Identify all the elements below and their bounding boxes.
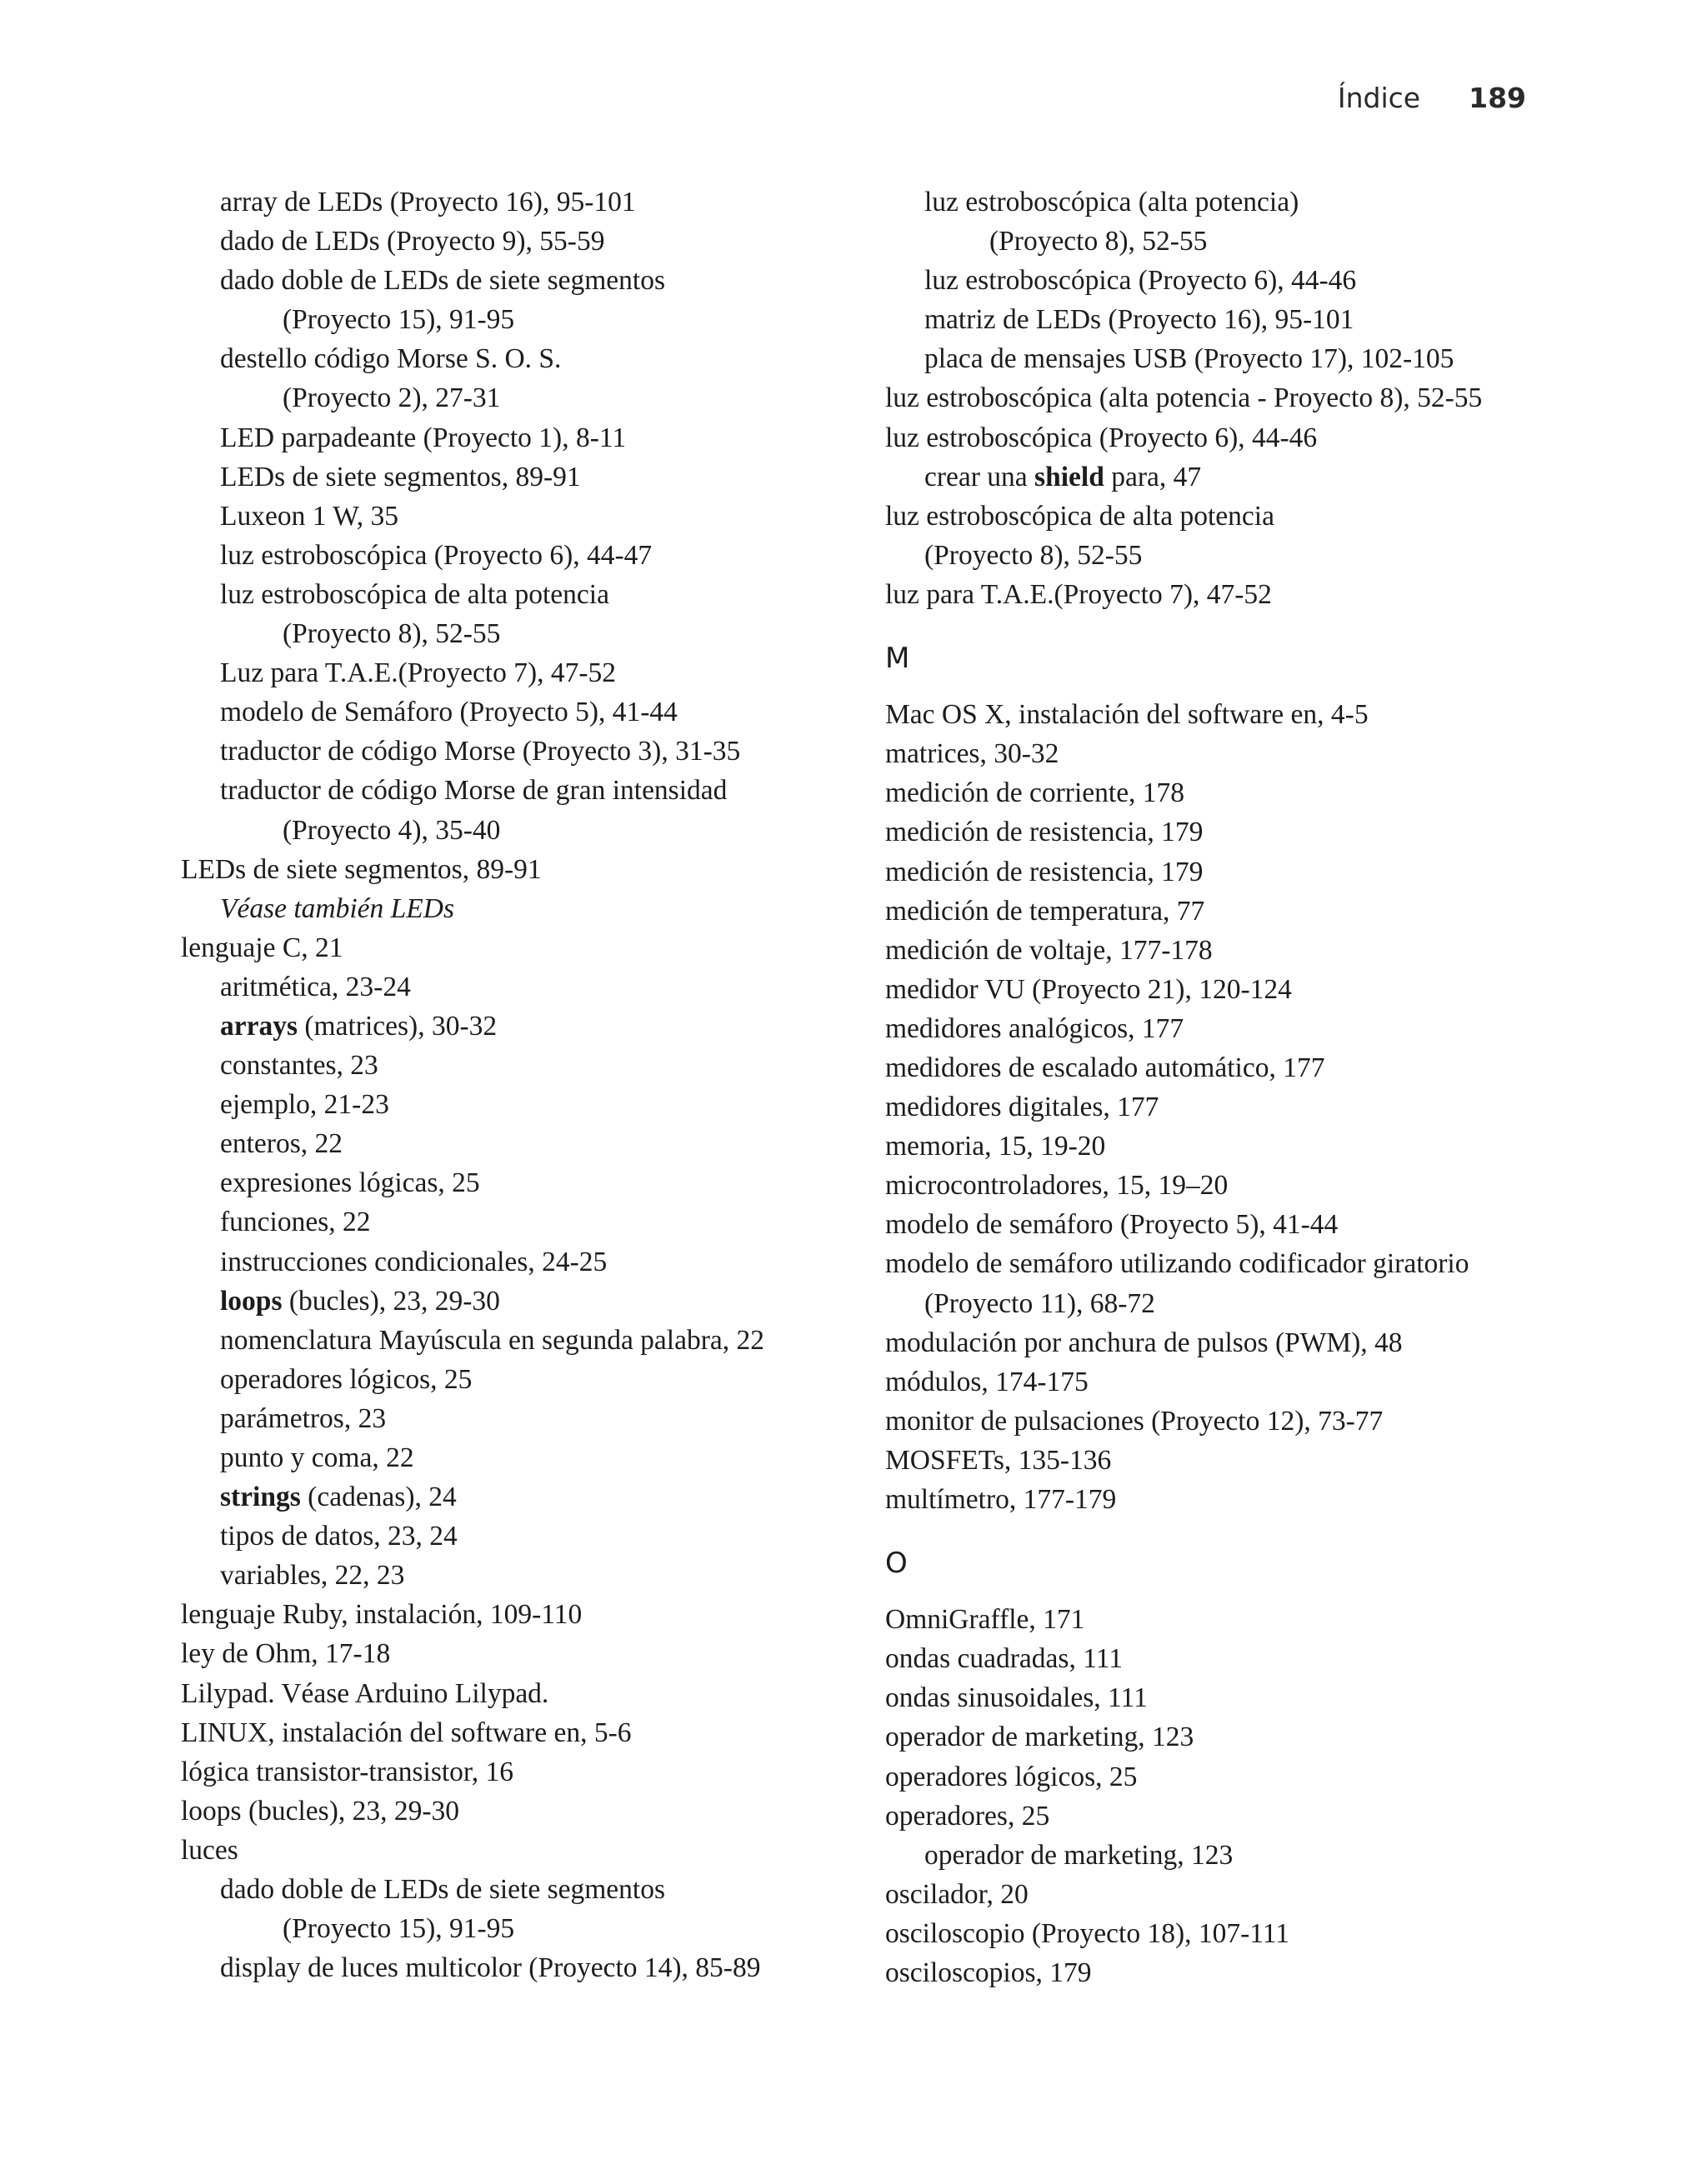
entry-text: expresiones lógicas, 25 [220, 1167, 480, 1199]
index-subentry [181, 536, 864, 575]
entry-text: ley de Ohm, 17-18 [181, 1638, 391, 1670]
index-subentry [181, 771, 864, 810]
entry-text: (cadenas), 24 [300, 1482, 457, 1513]
entry-text: microcontroladores, 15, 19–20 [885, 1170, 1229, 1202]
index-subentry [181, 1282, 864, 1321]
entry-text: luz estroboscópica (Proyecto 6), 44-46 [885, 422, 1318, 453]
entry-text: luces [181, 1834, 238, 1866]
index-entry [181, 928, 864, 967]
index-entry [181, 1634, 864, 1673]
entry-text: variables, 22, 23 [220, 1560, 405, 1592]
entry-text: multímetro, 177-179 [885, 1484, 1117, 1515]
entry-text: operador de marketing, 123 [924, 1839, 1234, 1871]
index-entry [885, 1480, 1544, 1519]
index-entry [885, 1048, 1544, 1087]
index-entry [885, 1953, 1544, 1992]
entry-text: parámetros, 23 [220, 1402, 387, 1434]
index-subentry [885, 1836, 1544, 1875]
entry-text: operadores lógicos, 25 [220, 1363, 473, 1395]
cross-reference: Véase también LEDs [220, 892, 454, 924]
index-subentry [181, 182, 864, 222]
entry-text: módulos, 174-175 [885, 1366, 1089, 1397]
bold-term: shield [1034, 461, 1104, 492]
entry-text: monitor de pulsaciones (Proyecto 12), 73-77 [885, 1405, 1384, 1437]
index-entry [181, 1674, 864, 1713]
index-subentry [885, 1284, 1544, 1323]
index-subentry [885, 261, 1544, 300]
entry-text: osciloscopios, 179 [885, 1957, 1092, 1989]
index-entry [885, 1166, 1544, 1205]
entry-text: luz para T.A.E.(Proyecto 7), 47-52 [885, 578, 1272, 610]
index-entry [885, 1757, 1544, 1797]
index-subentry [181, 300, 864, 339]
index-subentry [181, 653, 864, 692]
entry-text: nomenclatura Mayúscula en segunda palabra, 22 [220, 1324, 765, 1356]
index-subentry [181, 1477, 864, 1517]
index-entry [181, 1713, 864, 1752]
index-subentry [181, 1870, 864, 1909]
index-subentry [181, 418, 864, 457]
entry-text: memoria, 15, 19-20 [885, 1131, 1106, 1162]
entry-text: aritmética, 23-24 [220, 971, 411, 1002]
entry-text: LINUX, instalación del software en, 5-6 [181, 1717, 632, 1748]
index-entry [181, 1752, 864, 1792]
index-subentry [181, 457, 864, 497]
entry-text: dado doble de LEDs de siete segmentos [220, 1874, 666, 1906]
entry-text: operadores, 25 [885, 1800, 1050, 1832]
entry-text: enteros, 22 [220, 1128, 343, 1160]
section-gap [885, 1519, 1544, 1544]
entry-text: medidores digitales, 177 [885, 1092, 1159, 1123]
entry-text: traductor de código Morse de gran intensidad [220, 775, 728, 807]
index-subentry [181, 1517, 864, 1556]
index-entry [885, 1717, 1544, 1757]
index-entry [181, 1831, 864, 1870]
index-subentry [181, 1242, 864, 1282]
entry-text: (Proyecto 11), 68-72 [924, 1287, 1155, 1319]
entry-text: placa de mensajes USB (Proyecto 17), 102-105 [924, 343, 1454, 375]
index-entry [885, 1678, 1544, 1717]
entry-text: crear una [924, 461, 1035, 492]
entry-text: medición de corriente, 178 [885, 777, 1185, 809]
bold-term: loops [220, 1285, 283, 1317]
entry-text: LEDs de siete segmentos, 89-91 [220, 461, 581, 492]
index-subentry [181, 1085, 864, 1124]
index-letter-heading: M [885, 642, 910, 676]
index-entry [885, 1009, 1544, 1048]
entry-text: medidores de escalado automático, 177 [885, 1052, 1325, 1083]
index-entry [885, 812, 1544, 852]
entry-text: (Proyecto 8), 52-55 [924, 539, 1143, 571]
entry-text: dado de LEDs (Proyecto 9), 55-59 [220, 226, 605, 257]
entry-text: Lilypad. Véase Arduino Lilypad. [181, 1677, 549, 1709]
entry-text: (Proyecto 2), 27-31 [283, 382, 501, 414]
section-gap [885, 678, 1544, 695]
index-entry [181, 850, 864, 889]
page-number: 189 [1469, 82, 1526, 114]
index-entry [885, 931, 1544, 970]
index-entry [885, 1323, 1544, 1362]
index-entry [885, 970, 1544, 1009]
entry-text: luz estroboscópica (alta potencia - Proyecto 8), 52-55 [885, 382, 1483, 414]
index-entry [885, 773, 1544, 812]
index-entry [885, 695, 1544, 734]
entry-text: OmniGraffle, 171 [885, 1604, 1085, 1636]
index-entry [181, 1792, 864, 1831]
entry-text: Mac OS X, instalación del software en, 4-5 [885, 699, 1369, 731]
index-column-right [885, 182, 1544, 1992]
entry-text: luz estroboscópica (alta potencia) [924, 187, 1299, 217]
entry-text: (matrices), 30-32 [298, 1010, 498, 1042]
entry-text: lógica transistor-transistor, 16 [181, 1756, 513, 1787]
index-subentry [181, 811, 864, 850]
index-subentry [181, 1909, 864, 1948]
entry-text: para, 47 [1104, 461, 1202, 492]
entry-text: medición de temperatura, 77 [885, 895, 1205, 927]
bold-term: arrays [220, 1010, 298, 1042]
index-subentry [181, 614, 864, 653]
entry-text: traductor de código Morse (Proyecto 3), 31-35 [220, 736, 741, 767]
index-entry [885, 1087, 1544, 1127]
index-subentry [181, 575, 864, 614]
entry-text: (Proyecto 8), 52-55 [989, 226, 1208, 257]
entry-text: luz estroboscópica (Proyecto 6), 44-47 [220, 539, 653, 571]
index-entry [885, 1244, 1544, 1283]
section-title: Índice [1337, 82, 1421, 114]
index-entry [885, 1362, 1544, 1402]
index-subentry [181, 732, 864, 771]
index-entry [885, 1402, 1544, 1441]
index-subentry [885, 300, 1544, 339]
index-subentry [885, 182, 1544, 222]
index-subentry [181, 222, 864, 261]
index-entry [885, 852, 1544, 892]
entry-text: ondas cuadradas, 111 [885, 1643, 1123, 1675]
entry-text: luz estroboscópica de alta potencia [885, 500, 1274, 532]
entry-text: constantes, 23 [220, 1050, 378, 1082]
index-subentry [181, 1007, 864, 1046]
entry-text: matrices, 30-32 [885, 738, 1059, 770]
index-subentry [181, 1321, 864, 1360]
index-subentry [181, 1163, 864, 1202]
entry-text: luz estroboscópica (Proyecto 6), 44-46 [924, 265, 1357, 297]
entry-text: punto y coma, 22 [220, 1442, 414, 1473]
index-entry [885, 1639, 1544, 1678]
index-entry [885, 892, 1544, 931]
entry-text: osciloscopio (Proyecto 18), 107-111 [885, 1917, 1290, 1949]
entry-text: medición de voltaje, 177-178 [885, 934, 1213, 966]
entry-text: (bucles), 23, 29-30 [282, 1285, 500, 1317]
index-subentry [181, 1124, 864, 1163]
entry-text: luz estroboscópica de alta potencia [220, 578, 609, 610]
entry-text: lenguaje Ruby, instalación, 109-110 [181, 1599, 583, 1631]
entry-text: modelo de semáforo (Proyecto 5), 41-44 [885, 1209, 1339, 1241]
index-entry [885, 418, 1544, 457]
entry-text: (Proyecto 15), 91-95 [283, 1913, 515, 1945]
index-subentry [181, 967, 864, 1007]
entry-text: medición de resistencia, 179 [885, 817, 1204, 848]
section-gap [885, 1583, 1544, 1600]
section-gap [885, 614, 1544, 639]
entry-text: Luxeon 1 W, 35 [220, 500, 399, 532]
index-subentry [181, 1046, 864, 1085]
entry-text: ondas sinusoidales, 111 [885, 1682, 1148, 1714]
index-subentry [885, 222, 1544, 261]
entry-text: lenguaje C, 21 [181, 932, 343, 963]
index-subentry [181, 1360, 864, 1399]
entry-text: dado doble de LEDs de siete segmentos [220, 265, 666, 297]
index-subentry [181, 1202, 864, 1242]
entry-text: instrucciones condicionales, 24-25 [220, 1246, 608, 1277]
index-entry [885, 1127, 1544, 1166]
entry-text: tipos de datos, 23, 24 [220, 1521, 458, 1552]
index-subentry [181, 261, 864, 300]
index-entry [885, 1914, 1544, 1953]
entry-text: Luz para T.A.E.(Proyecto 7), 47-52 [220, 657, 617, 689]
index-entry [885, 1797, 1544, 1836]
entry-text: medición de resistencia, 179 [885, 856, 1204, 887]
entry-text: ejemplo, 21-23 [220, 1089, 389, 1121]
index-subentry [181, 1556, 864, 1595]
entry-text: operadores lógicos, 25 [885, 1761, 1138, 1792]
index-subentry [181, 1438, 864, 1477]
index-entry [885, 1205, 1544, 1244]
index-subentry [181, 889, 864, 928]
entry-text: modulación por anchura de pulsos (PWM), 48 [885, 1327, 1403, 1358]
index-subentry [181, 1948, 864, 1987]
entry-text: array de LEDs (Proyecto 16), 95-101 [220, 187, 636, 217]
index-entry [885, 497, 1544, 536]
index-entry [885, 1441, 1544, 1480]
entry-text: medidores analógicos, 177 [885, 1012, 1184, 1044]
entry-text: modelo de semáforo utilizando codificador giratorio [885, 1248, 1469, 1280]
index-subentry [885, 536, 1544, 575]
index-subentry [181, 339, 864, 378]
index-entry [885, 734, 1544, 773]
entry-text: medidor VU (Proyecto 21), 120-124 [885, 973, 1292, 1005]
running-head [1338, 82, 1526, 114]
index-subentry [181, 497, 864, 536]
entry-text: operador de marketing, 123 [885, 1722, 1194, 1753]
entry-text: LEDs de siete segmentos, 89-91 [181, 853, 542, 885]
entry-text: modelo de Semáforo (Proyecto 5), 41-44 [220, 697, 678, 728]
entry-text: display de luces multicolor (Proyecto 14), 85-89 [220, 1952, 761, 1984]
entry-text: (Proyecto 4), 35-40 [283, 814, 501, 846]
index-subentry [181, 1399, 864, 1438]
entry-text: loops (bucles), 23, 29-30 [181, 1795, 460, 1827]
index-entry [885, 1875, 1544, 1914]
index-entry [181, 1595, 864, 1634]
bold-term: strings [220, 1482, 301, 1513]
index-subentry [181, 378, 864, 417]
index-subentry [885, 339, 1544, 378]
entry-text: (Proyecto 15), 91-95 [283, 304, 515, 336]
index-subentry [181, 692, 864, 732]
index-entry [885, 378, 1544, 417]
entry-text: destello código Morse S. O. S. [220, 343, 562, 375]
entry-text: LED parpadeante (Proyecto 1), 8-11 [220, 422, 627, 453]
index-entry [885, 1600, 1544, 1639]
index-column-left [181, 182, 864, 1987]
entry-text: matriz de LEDs (Proyecto 16), 95-101 [924, 304, 1354, 336]
index-entry [885, 575, 1544, 614]
entry-text: (Proyecto 8), 52-55 [283, 618, 501, 650]
entry-text: oscilador, 20 [885, 1878, 1029, 1910]
entry-text: funciones, 22 [220, 1207, 371, 1238]
index-subentry [885, 457, 1544, 497]
entry-text: MOSFETs, 135-136 [885, 1444, 1112, 1476]
index-letter-heading: O [885, 1547, 908, 1581]
